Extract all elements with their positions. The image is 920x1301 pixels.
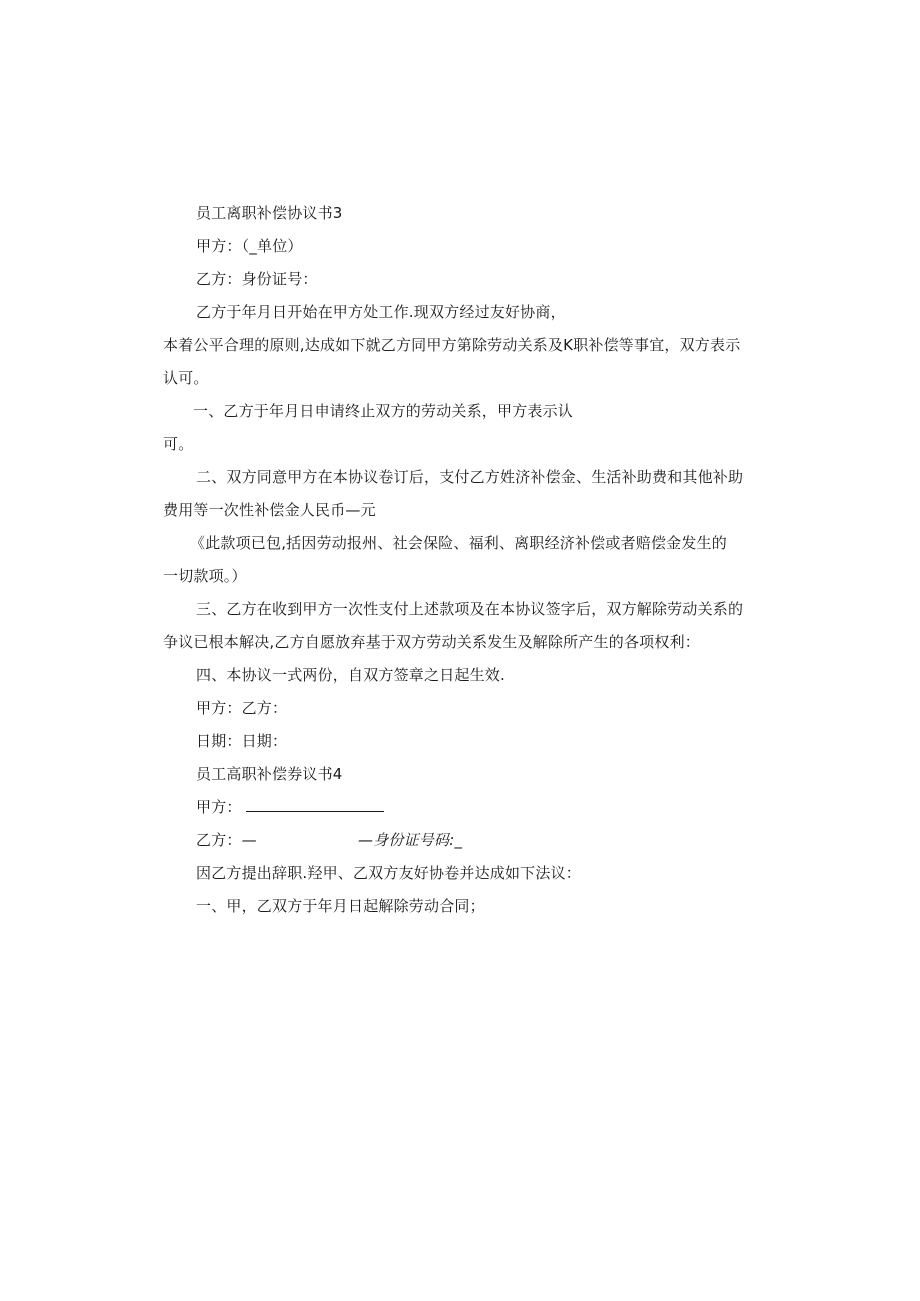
- intro-line-3: 认可。: [163, 369, 209, 387]
- clause3-line-1: 三、乙方在收到甲方一次性支付上述款项及在本协议签字后，双方解除劳动关系的: [196, 600, 744, 618]
- clause1-line-1: 一、乙方于年月日申请终止双方的劳动关系，甲方表示认: [193, 402, 574, 420]
- clause1-line-2: 可。: [163, 435, 194, 453]
- intro-line-2: 本着公平合理的原则,达成如下就乙方同甲方第除劳动关系及K职补偿等事宜，双方表示: [163, 336, 741, 354]
- section4-party-b-label: 乙方：—: [196, 831, 257, 849]
- clause3-line-2: 争议已根本解决,乙方自愿放弃基于双方劳动关系发生及解除所产生的各项权利：: [163, 633, 700, 651]
- signature-line: 甲方：乙方：: [196, 699, 288, 717]
- party-a-line: 甲方：（_单位）: [196, 237, 303, 255]
- section4-clause1: 一、甲，乙双方于年月日起解除劳动合同；: [196, 897, 485, 915]
- clause2-line-1: 二、双方同意甲方在本协议卷订后，支付乙方姓济补偿金、生活补助费和其他补助: [196, 468, 744, 486]
- date-line: 日期：日期：: [196, 732, 288, 750]
- section4-party-a-line: [196, 797, 384, 817]
- party-a-blank: [246, 797, 384, 812]
- clause2-line-4: 一切款项。）: [163, 567, 247, 585]
- section4-party-a-label: 甲方：: [196, 798, 242, 816]
- clause2-line-3: 《此款项已包,括因劳动报州、社会保险、福利、离职经济补偿或者赔偿金发生的: [190, 534, 727, 552]
- section3-title: 员工离职补偿协议书3: [196, 204, 343, 222]
- clause2-line-2: 费用等一次性补偿金人民币—元: [163, 501, 376, 519]
- section4-intro: 因乙方提出辞职.羟甲、乙双方友好协卷并达成如下法议：: [196, 864, 581, 882]
- intro-line-1: 乙方于年月日开始在甲方处工作.现双方经过友好协商，: [196, 303, 566, 321]
- section4-title: 员工高职补偿券议书4: [196, 765, 343, 783]
- clause4-line: 四、本协议一式两份，自双方签章之日起生效.: [196, 666, 505, 684]
- section4-party-b-id: —身份证号码:_: [358, 831, 463, 849]
- party-b-line: 乙方：身份证号：: [196, 270, 318, 288]
